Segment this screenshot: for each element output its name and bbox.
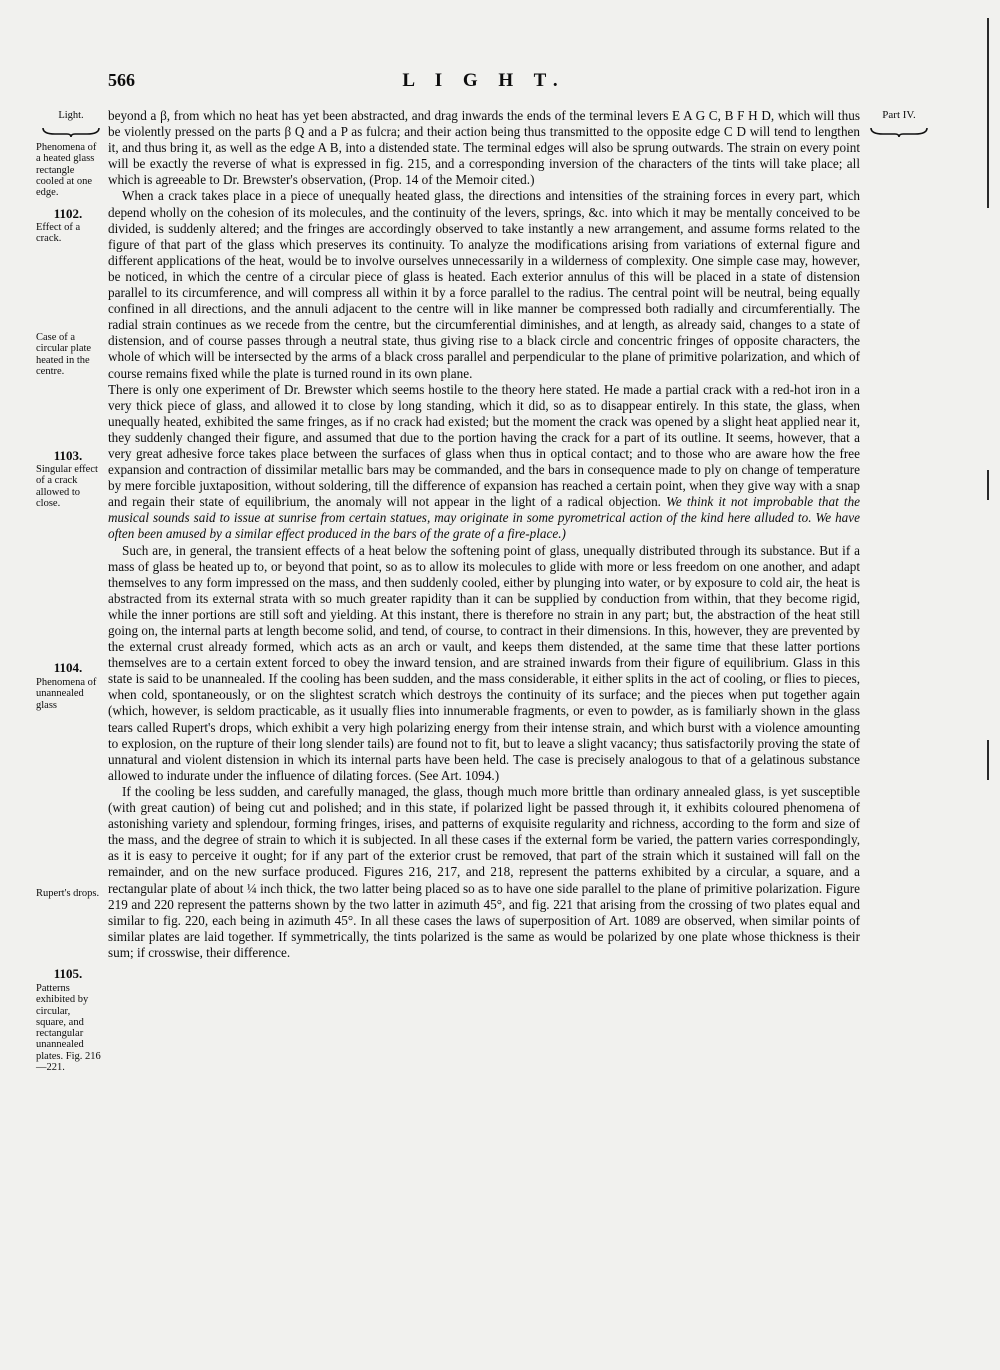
left-margin-heading: Light. [58,110,84,121]
right-margin-heading: Part IV. [882,109,916,121]
paragraph: When a crack takes place in a piece of unequally heated glass, the directions and intensities of the straining forces in every part, which depend wholly on the cohesion of its molecules, and the continuity of the levers, springs, &c. into which it may be mentally conceived to be divided, is suddenly altered; and the fringes are accordingly observed to take instantly a new arrangement, and assume forms related to the figure of that part of the glass which preserves its continuity. To analyze the modifications arising from variations of external figure and different applications of the heat, would be to involve ourselves unnecessarily in a wilderness of complexity. One simple case may, however, be noticed, in which the centre of a circular piece of glass is heated. Each exterior annulus of this will be placed in a state of distension parallel to its circumference, and will compress all within it by a force parallel to the radius. The central point will be neutral, being equally confined in all directions, and the annuli adjacent to the centre will in like manner be compressed both radially and circumferentially. The radial strain continues as we recede from the centre, but the circumferential diminishes, and at length, as already said, changes to a state of distension, and of course passes through a neutral state, thus giving rise to a black circle and concentric fringes of opposite characters, the whole of which will be intersected by the arms of a black cross parallel and perpendicular to the plane of primitive polarization, and which of course remains fixed while the plate is turned round in its own plane. [108,188,860,381]
running-title: L I G H T. [402,70,566,91]
brace-icon [41,124,101,138]
margin-note: Effect of a crack. [36,222,81,245]
paragraph: If the cooling be less sudden, and carefully managed, the glass, though much more brittle than ordinary annealed glass, is yet susceptible (with great caution) of being cut and polished; and in this state, if polarized light be passed through it, it exhibits coloured phenomena of astonishing variety and splendour, forming fringes, irises, and patterns of exquisite regularity and richness, according to the form and size of the mass, and the degree of strain to which it is subjected. In all these cases if the external form be varied, the pattern varies correspondingly, as it is easy to perceive it ought; for if any part of the exterior crust be removed, that part of the strain which it sustained will fall on the remainder, and on the new surface produced. Figures 216, 217, and 218, represent the patterns exhibited by a circular, a square, and a rectangular plate of about ¼ inch thick, the two latter being placed so as to have one side parallel to the plane of primitive polarization. Figure 219 and 220 represent the patterns shown by the two latter in azimuth 45°, and fig. 221 that arising from the crossing of two plates equal and similar to fig. 220, each being in azimuth 45°. In all these cases the laws of superposition of Art. 1089 are observed, when similar points of similar plates are laid together. If symmetrically, the tints polarized is the same as would be polarized by one plate whose thickness is their sum; if crosswise, their difference. [108,783,860,960]
margin-note: Rupert's drops. [36,888,100,899]
paragraph: Such are, in general, the transient effects of a heat below the softening point of glass, unequally distributed through its substance. But if a mass of glass be heated up to, or beyond that point, so as to allow its molecules to glide with more or less freedom on one another, and adapt themselves to any form impressed on the mass, and then suddenly cooled, either by plunging into water, or by exposure to cold air, the heat is abstracted from its external strata with so much greater rapidity than it can be supplied by conduction from within, that they become rigid, while the inner portions are still soft and yielding. At this instant, there is therefore no strain in any part; but, the abstraction of the heat still going on, the internal parts at length become solid, and tend, of course, to contract in their dimensions. In this, however, they are prevented by the external crust already formed, which acts as an arch or vault, and keeps them distended, at the same time that these latter portions themselves are to a certain extent forced to obey the inward tension, and are strained inwards from their figure of equilibrium. Glass in this state is said to be unannealed. If the cooling has been sudden, and the mass considerable, it either splits in the act of cooling, or flies to pieces, when cold, spontaneously, or on the slightest scratch which destroys the continuity of its surface; and the pieces when put together again (which, however, is seldom practicable, as it usually flies into innumerable fragments, or even to powder, as is familiarly shown in the glass tears called Rupert's drops, which exhibit a very high polarizing energy from their intense strain, and which burst with a violence amounting to explosion, on the rupture of their long slender tails) are found not to fit, but to leave a slight vacancy; thus satisfactorily proving the state of unnatural and violent distension in which its internal parts have been held. The case is precisely analogous to that of a gelatinous substance allowed to indurate under the influence of dilating forces. (See Art. 1094.) [108,542,860,783]
margin-note: Phenomena of a heated glass rectangle cooled at one edge. [36,142,97,199]
page-header [108,70,860,96]
page-number: 566 [108,70,135,90]
margin-note: Patterns exhibited by circular, square, and rectangular unannealed plates. Fig. 216—221. [36,983,101,1074]
page-edge-line [987,740,989,780]
brace-icon [869,124,929,138]
page-edge-line [987,470,989,500]
page-edge-line [987,18,989,208]
paragraph: beyond a β, from which no heat has yet been abstracted, and drag inwards the ends of the terminal levers E A G C, B F H D, which will thus be violently pressed on the parts β Q and a P as fulcra; and their action being thus transmitted to the opposite edge C D will tend to lengthen it, and thus bring it, as well as the edge A B, into a distended state. The terminal edges will also be sprung outwards. The strain on every point will be exactly the reverse of what is expressed in fig. 215, and a corresponding inversion of the characters of the tints will take place; all which is agreeable to Dr. Brewster's observation, (Prop. 14 of the Memoir cited.) [108,108,860,188]
margin-note: Singular effect of a crack allowed to close. [36,464,98,509]
article-number: 1102. [53,206,83,221]
left-margin-heading-block [40,110,102,139]
paragraph-italic: We think it not improbable that the musical sounds said to issue at sunrise from certain statues, may originate in some pyrometrical action of the kind here alluded to. We have often been amused by a similar effect produced in the bars of the grate of a fire-place.) [108,494,861,542]
margin-note: Case of a circular plate heated in the centre. [36,332,92,377]
paragraph: There is only one experiment of Dr. Brewster which seems hostile to the theory here stated. He made a partial crack with a red-hot iron in a very thick piece of glass, and allowed it to close by long standing, which it did, so as to disappear entirely. In this state, the glass, when unequally heated, exhibited the same fringes, as if no crack had existed; but the moment the crack was opened by a slight heat applied near it, they suddenly changed their figure, and assumed that due to the portion having the crack for a part of its outline. It seems, however, that a very great adhesive force takes place between the surfaces of glass when thus in optical contact; and to those who are aware how the free expansion and contraction of dissimilar metallic bars may be commanded, and the bars in consequence made to ply on change of temperature by mere forcible juxtaposition, without soldering, till the difference of expansion has reached a certain point, when they give way with a snap and regain their state of equilibrium, the anomaly will not appear in the light of a radical objection. [108,381,860,510]
body-text [108,108,860,961]
article-number: 1104. [53,660,83,675]
article-number: 1105. [53,966,83,981]
article-number: 1103. [53,448,83,463]
right-margin-heading-block [868,110,930,139]
margin-note: Phenomena of unannealed glass [36,677,97,711]
